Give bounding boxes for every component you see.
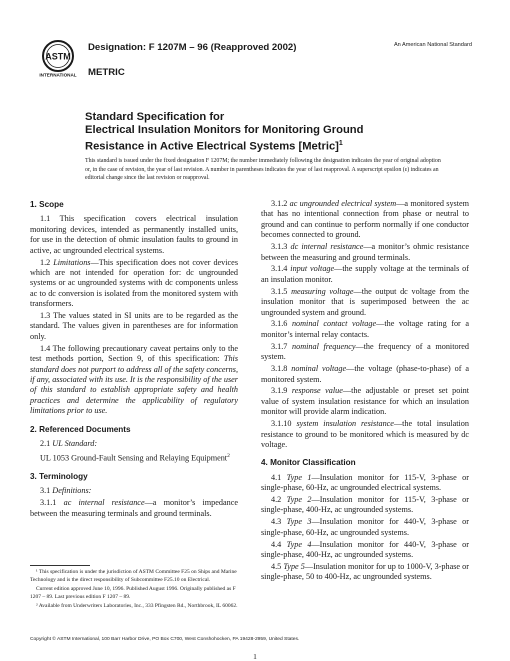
definition-3-1-1: 3.1.1 ac internal resistance—a monitor’s impedance between the measuring terminals and ground terminals. xyxy=(30,498,238,518)
svg-text:INTERNATIONAL: INTERNATIONAL xyxy=(39,72,77,78)
svg-text:ASTM: ASTM xyxy=(45,51,71,62)
section-heading-scope: 1. Scope xyxy=(30,200,64,209)
type-item: 4.2 Type 2—Insulation monitor for 115-V, 3-phase or single-phase, 400-Hz, ac ungrounded systems. xyxy=(261,495,469,515)
paragraph-1-4: 1.4 The following precautionary caveat pertains only to the test methods portion, Section 9, of this specification: This standard does not purport to address all of the safety concerns, if any, associated with its use. It is the responsibility of the user of this standard to establish appropriate safety and health practices and determine the applicability of regulatory limitations prior to use. xyxy=(30,343,238,416)
paragraph-1-3: 1.3 The values stated in SI units are to be regarded as the standard. The values given in parentheses are for information only. xyxy=(30,311,238,341)
title-line-1: Standard Specification for xyxy=(85,111,225,123)
footnote-1: ¹ This specification is under the jurisdiction of ASTM Committee F25 on Ships and Marine Technology and is the direct responsibility of Subcommittee F25.10 on Electrical. xyxy=(30,569,237,583)
right-column xyxy=(261,199,469,584)
type-item: 4.1 Type 1—Insulation monitor for 115-V, 3-phase or single-phase, 60-Hz, ac ungrounded electrical systems. xyxy=(261,472,469,493)
copyright-notice: Copyright © ASTM International, 100 Barr Harbor Drive, PO Box C700, West Conshohocken, PA 19428-2959, United States. xyxy=(30,637,300,642)
definition-item: 3.1.5 measuring voltage—the output dc voltage from the insulation monitor that is superimposed between the ac ungrounded system and ground. xyxy=(261,286,470,317)
definition-item: 3.1.6 nominal contact voltage—the voltage rating for a monitor’s internal relay contacts. xyxy=(261,319,469,339)
definition-item: 3.1.2 ac ungrounded electrical system—a monitored system that has no intentional connection from phase or neutral to ground and can continue to perform normally if one conductor becomes connected to ground. xyxy=(261,199,470,240)
type-item: 4.4 Type 4—Insulation monitor for 440-V, 3-phase or single-phase, 400-Hz, ac ungrounded systems. xyxy=(261,539,470,560)
footnote-2: ² Available from Underwriters Laboratories, Inc., 333 Pfingsten Rd., Northbrook, IL 60062. xyxy=(36,603,238,609)
astm-logo-icon xyxy=(38,38,78,78)
definition-item: 3.1.9 response value—the adjustable or preset set point value of system insulation resistance for which an insulation monitor will provide alarm indication. xyxy=(261,386,469,417)
paragraph-1-2: 1.2 Limitations—This specification does not cover devices which are not intended for operation for: dc ungrounded systems or ac ungrounded systems with dc components unless ac to dc conversion is isolated from the monitored system with transformers. xyxy=(30,257,239,309)
reference-ul-1053: UL 1053 Ground-Fault Sensing and Relaying Equipment$^2$ xyxy=(40,452,230,463)
preface-note: This standard is issued under the fixed designation F 1207M; the number immediately following the designation indicates the year of original adoption or, in the case of revision, the year of last revision. A number in parentheses indicates the year of last reapproval. A superscript epsilon (ε) indicates an editorial change since the last revision or reapproval. xyxy=(85,158,441,182)
section-heading-monitor-classification: 4. Monitor Classification xyxy=(261,458,356,468)
section-heading-terminology: 3. Terminology xyxy=(30,472,88,482)
paragraph-1-1: 1.1 This specification covers electrical insulation monitoring devices, intended as permanently installed units, for use in the detection of ohmic insulation faults to ground in active, ac ungrounded electrical systems. xyxy=(30,214,238,255)
paragraph-2-1: 2.1 UL Standard: xyxy=(40,439,98,449)
metric-label: METRIC xyxy=(88,67,125,78)
definition-item: 3.1.3 dc internal resistance—a monitor’s ohmic resistance between the measuring and ground terminals. xyxy=(261,242,469,262)
designation: Designation: F 1207M – 96 (Reapproved 2002) xyxy=(88,42,297,53)
definition-item: 3.1.7 nominal frequency—the frequency of a monitored system. xyxy=(261,341,470,362)
title-line-2: Electrical Insulation Monitors for Monitoring Ground xyxy=(85,124,364,136)
section-heading-referenced-documents: 2. Referenced Documents xyxy=(30,424,131,434)
page-number: 1 xyxy=(253,652,257,661)
paragraph-3-1: 3.1 Definitions: xyxy=(40,486,92,496)
footnote-1-approval: Current edition approved June 10, 1996. Published August 1996. Originally published as F 1207 – 89. Last previous edition F 1207 – 89. xyxy=(30,586,236,600)
definition-item: 3.1.10 system insulation resistance—the total insulation resistance to ground to be monitored which is measured by dc voltage. xyxy=(261,419,469,449)
document-title xyxy=(85,111,445,154)
title-line-3: Resistance in Active Electrical Systems [Metric]$^1$ xyxy=(85,140,343,153)
footnotes xyxy=(30,565,238,613)
left-column xyxy=(30,200,238,521)
title-footnote-mark: 1 xyxy=(338,140,343,147)
footnote-divider xyxy=(30,565,90,566)
type-item: 4.3 Type 3—Insulation monitor for 440-V, 3-phase or single-phase, 60-Hz, ac ungrounded systems. xyxy=(261,517,470,537)
definition-item: 3.1.4 input voltage—the supply voltage at the terminals of an insulation monitor. xyxy=(261,264,469,284)
national-standard-label: An American National Standard xyxy=(393,42,472,48)
type-item: 4.5 Type 5—Insulation monitor for up to 1000-V, 3-phase or single-phase, 50 to 400-Hz, ac ungrounded systems. xyxy=(261,562,470,582)
definition-item: 3.1.8 nominal voltage—the voltage (phase-to-phase) of a monitored system. xyxy=(261,364,470,384)
